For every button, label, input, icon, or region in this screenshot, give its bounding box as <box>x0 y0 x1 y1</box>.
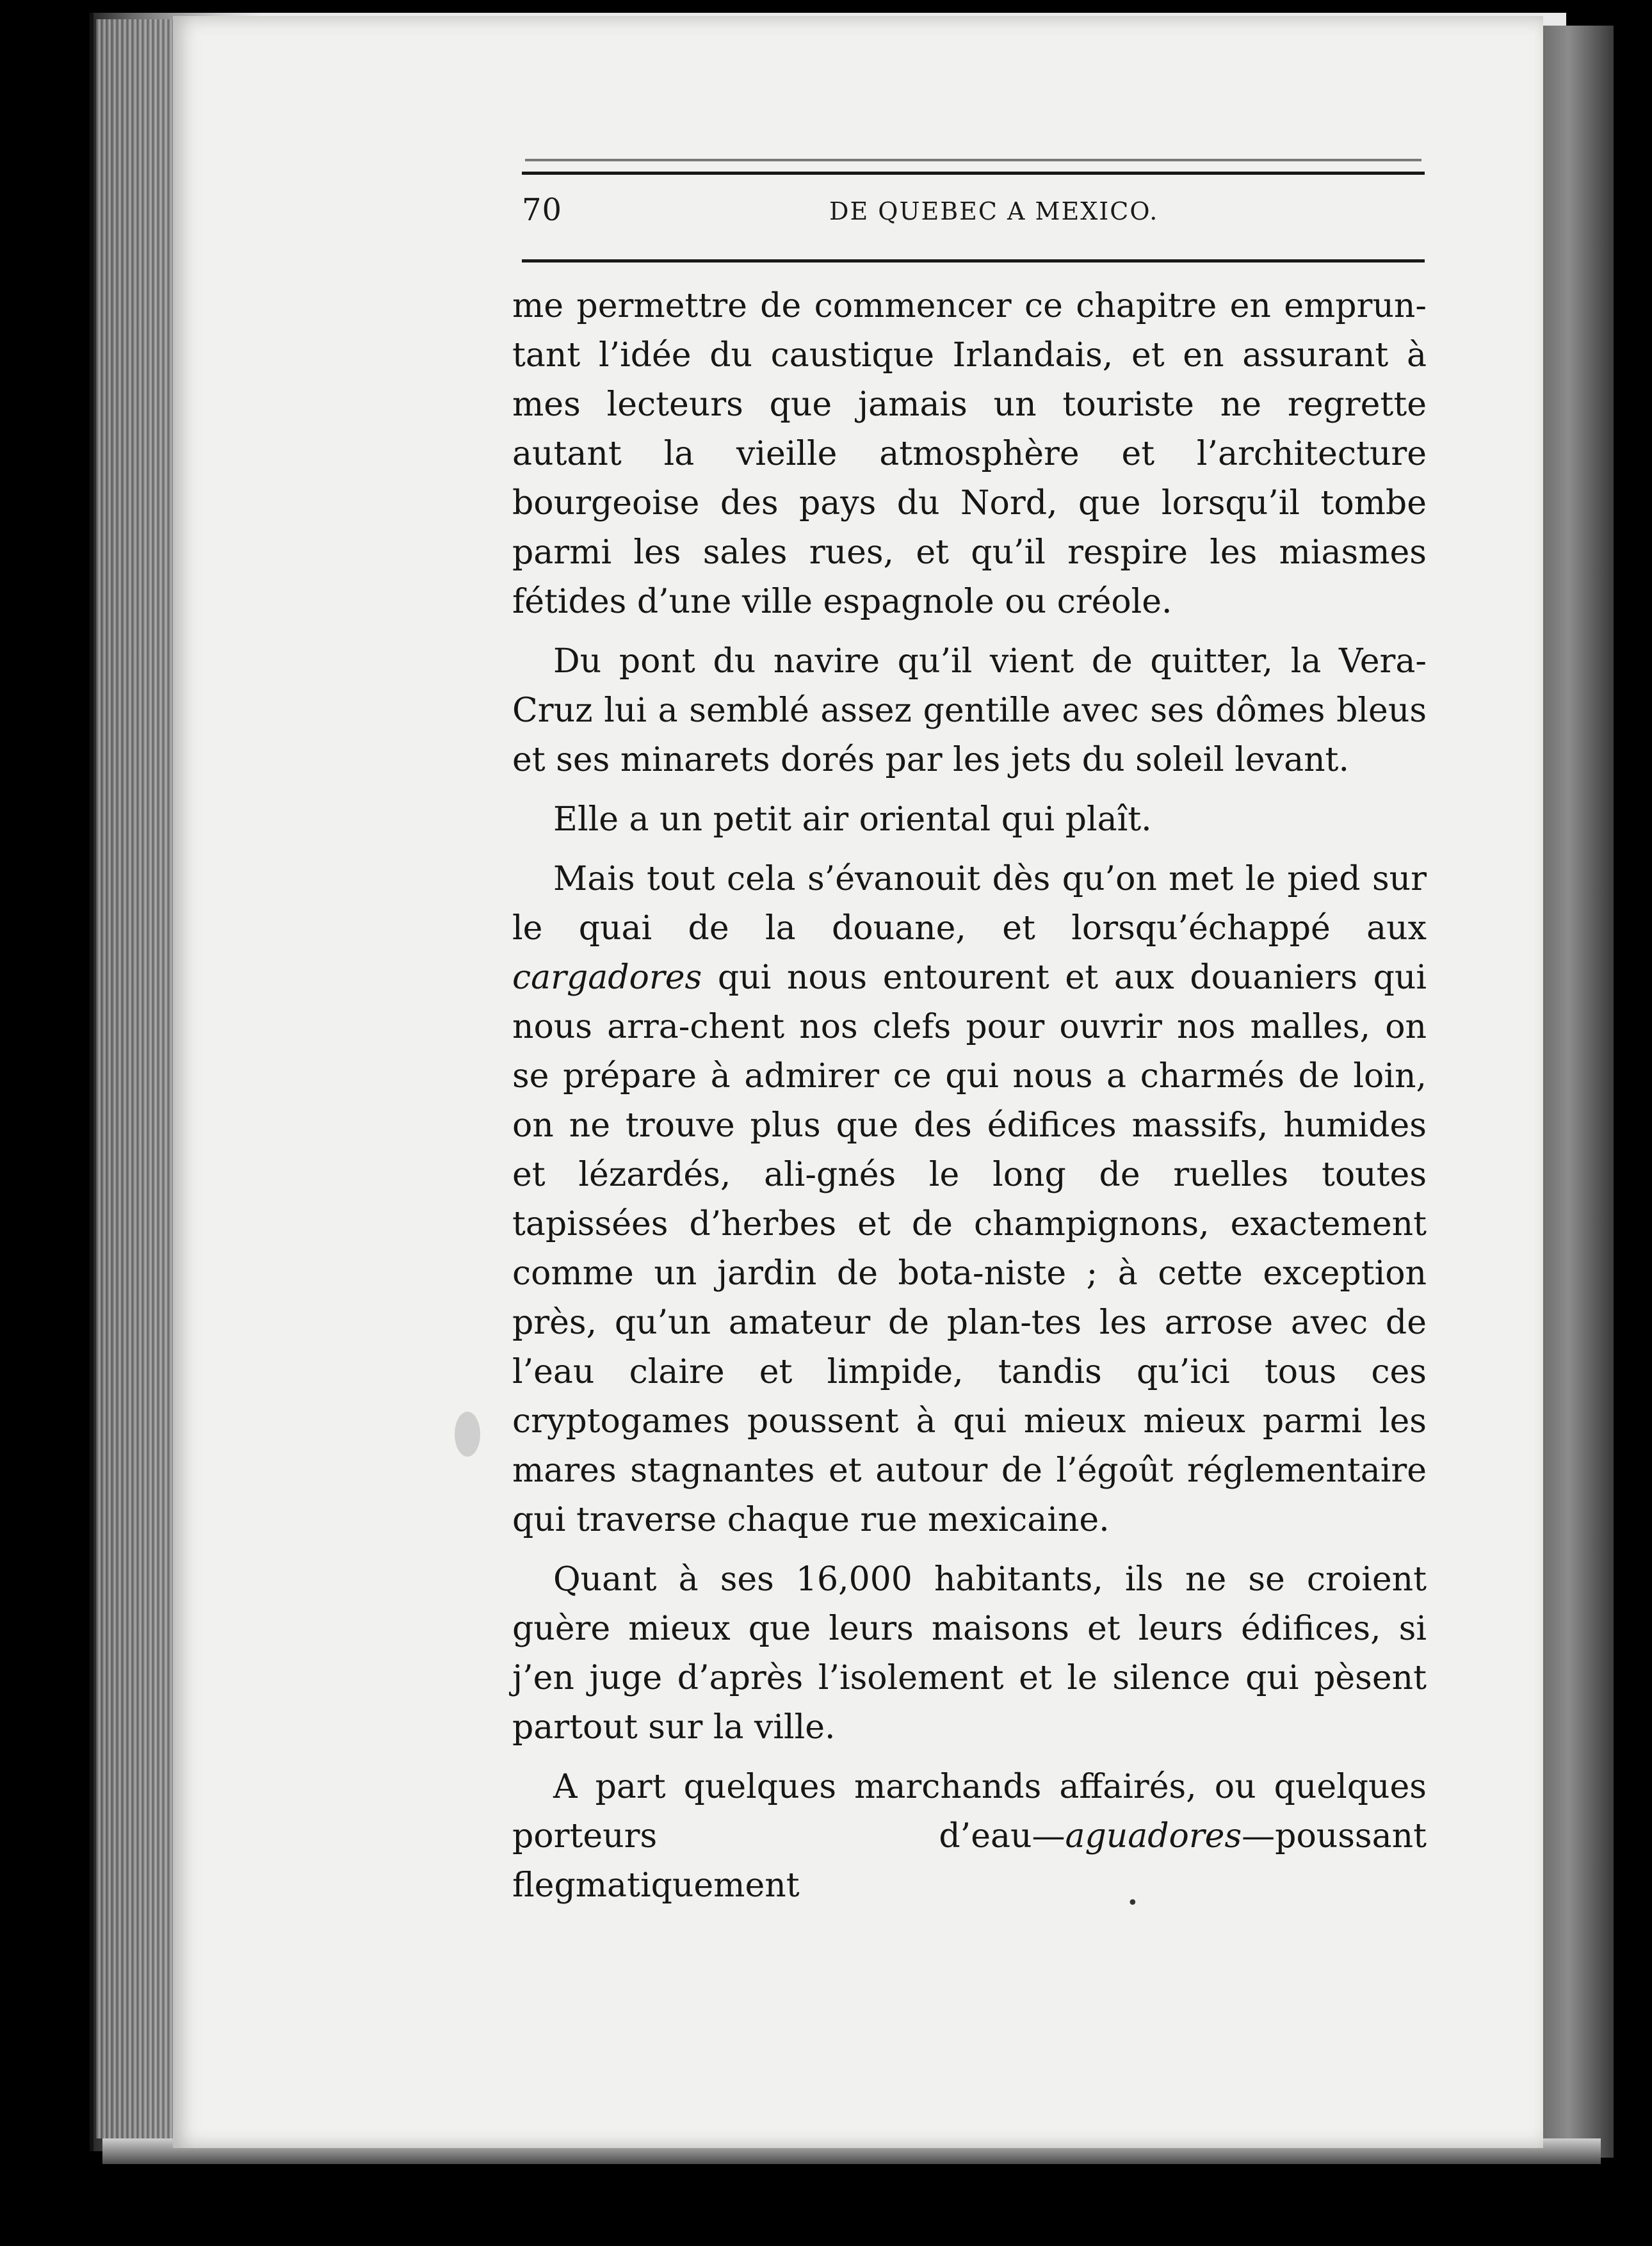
paragraph <box>512 1763 1427 1911</box>
header-rule-top <box>522 172 1425 175</box>
paragraph-text: Mais tout cela s’évanouit dès qu’on met le pied sur le quai de la douane, et lorsqu’échappé aux <box>512 860 1427 948</box>
italic-term: cargadores <box>512 958 702 997</box>
page-number: 70 <box>522 192 563 228</box>
paragraph: Elle a un petit air oriental qui plaît. <box>553 800 1152 839</box>
italic-term: aguadores <box>1065 1817 1242 1855</box>
paragraph: Quant à ses 16,000 habitants, ils ne se croient guère mieux que leurs maisons et leurs édifices, si j’en juge d’après l’isolement et le silence qui pèsent partout sur la ville. <box>512 1560 1427 1747</box>
page-edges <box>96 19 173 2138</box>
paragraph: Du pont du navire qu’il vient de quitter, la Vera-Cruz lui a semblé assez gentille avec ses dômes bleus et ses minarets dorés par les jets du soleil levant. <box>512 642 1427 779</box>
right-page-shadow <box>1543 26 1614 2158</box>
running-title: DE QUEBEC A MEXICO. <box>829 197 1159 225</box>
ornament-mark: • <box>1127 1892 1138 1914</box>
paragraph: me permettre de commencer ce chapitre en emprun-tant l’idée du caustique Irlandais, et en assurant à mes lecteurs que jamais un touriste ne regrette autant la vieille atmosphère et l’architecture bourgeoise des pays du Nord, que lorsqu’il tombe parmi les sales rues, et qu’il respire les miasmes fétides d’une ville espagnole ou créole. <box>512 287 1427 621</box>
paragraph-text: qui nous entourent et aux douaniers qui nous arra-chent nos clefs pour ouvrir nos malles, on se prépare à admirer ce qui nous a charmés de loin, on ne trouve plus que des édifices massifs, humides et lézardés, ali-gnés le long de ruelles toutes tapissées d’herbes et de champignons, exactement comme un jardin de bota-niste ; à cette exception près, qu’un amateur de plan-tes les arrose avec de l’eau claire et limpide, tandis qu’ici tous ces cryptogames poussent à qui mieux mieux parmi les mares stagnantes et autour de l’égoût réglementaire qui traverse chaque rue mexicaine. <box>512 958 1427 1539</box>
paragraph-text: —poussant flegmatiquement <box>512 1817 1427 1905</box>
paragraph <box>512 855 1427 1545</box>
bleed-through-rule <box>525 159 1421 161</box>
header-rule-bottom <box>522 259 1425 263</box>
paper-speck <box>455 1412 480 1457</box>
body-text <box>512 282 1427 1921</box>
running-head <box>522 192 1425 243</box>
paragraph-text: A part quelques marchands affairés, ou quelques porteurs d’eau— <box>512 1768 1427 1855</box>
